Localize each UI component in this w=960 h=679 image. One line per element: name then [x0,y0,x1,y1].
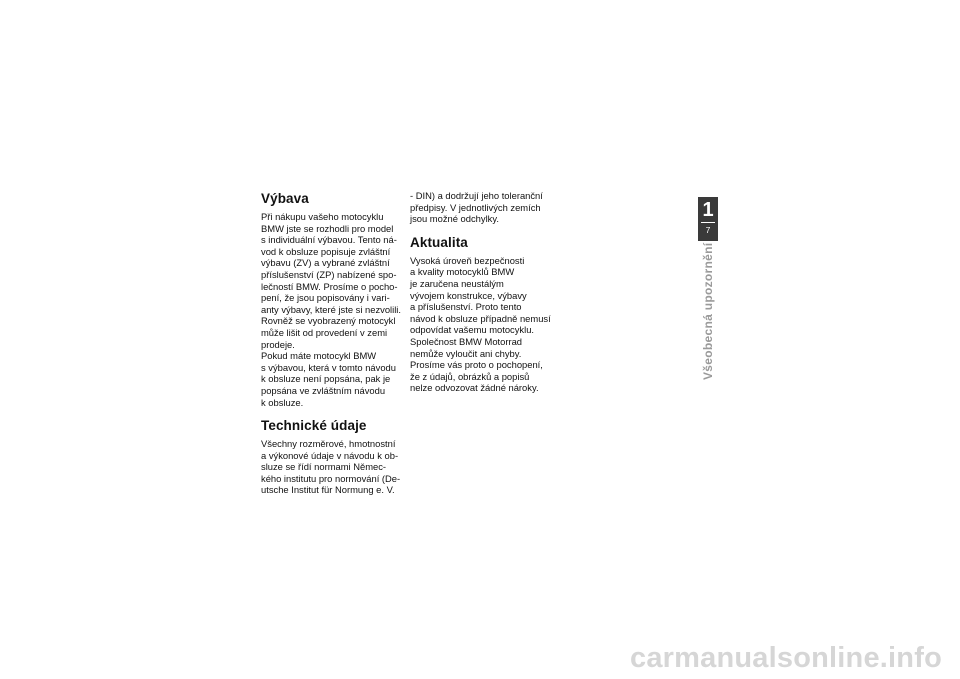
heading-technicke-udaje: Technické údaje [261,418,367,434]
right-column [410,190,558,394]
heading-vybava: Výbava [261,191,309,206]
page-number: 7 [705,225,711,235]
heading-aktualita: Aktualita [410,234,468,250]
chapter-number: 1 [702,199,714,221]
paragraph-aktualita: Vysoká úroveň bezpečnosti a kvality motocyklů BMW je zaručena neustálým vývojem konstrukce, výbavy a příslušenství. Proto tento návod k obsluze případně nemusí odpovídat vašemu motocyklu. Společnost BMW Motorrad nemůže vyloučit ani chyby. Prosíme vás proto o pochopení, že z údajů, obrázků a popisů nelze odvozovat žádné nároky. [410,254,551,394]
chapter-side-title: Všeobecná upozornění [701,242,715,380]
chapter-tab [698,197,718,241]
section-spacer [261,408,409,417]
watermark: carmanualsonline.info [630,642,942,674]
paragraph-din-continuation: - DIN) a dodržují jeho toleranční předpisy. V jednotlivých zemích jsou možné odchylky. [410,190,543,225]
paragraph-vybava-2: Pokud máte motocykl BMW s výbavou, která v tomto návodu k obsluze není popsána, pak je popsána ve zvláštním návodu k obsluze. [261,350,396,408]
chapter-divider [701,222,715,223]
left-column [261,190,409,496]
paragraph-vybava-1: Při nákupu vašeho motocyklu BMW jste se rozhodli pro model s individuální výbavou. Tento ná- vod k obsluze popisuje zvláštní výbavu (ZV) a vybrané zvláštní příslušenství (ZP) nabízené spo- lečností BMW. Prosíme o pocho- pení, že jsou popisovány i vari- anty výbavy, které jste si nezvolili. Rovněž se vyobrazený motocykl může lišit od provedení v zemi prodeje. [261,211,401,350]
paragraph-technicke-udaje: Všechny rozměrové, hmotnostní a výkonové údaje v návodu k ob- sluze se řídí normami Němec- kého institutu pro normování (De- utsche Institut für Normung e. V. [261,438,401,496]
section-spacer [410,225,558,234]
